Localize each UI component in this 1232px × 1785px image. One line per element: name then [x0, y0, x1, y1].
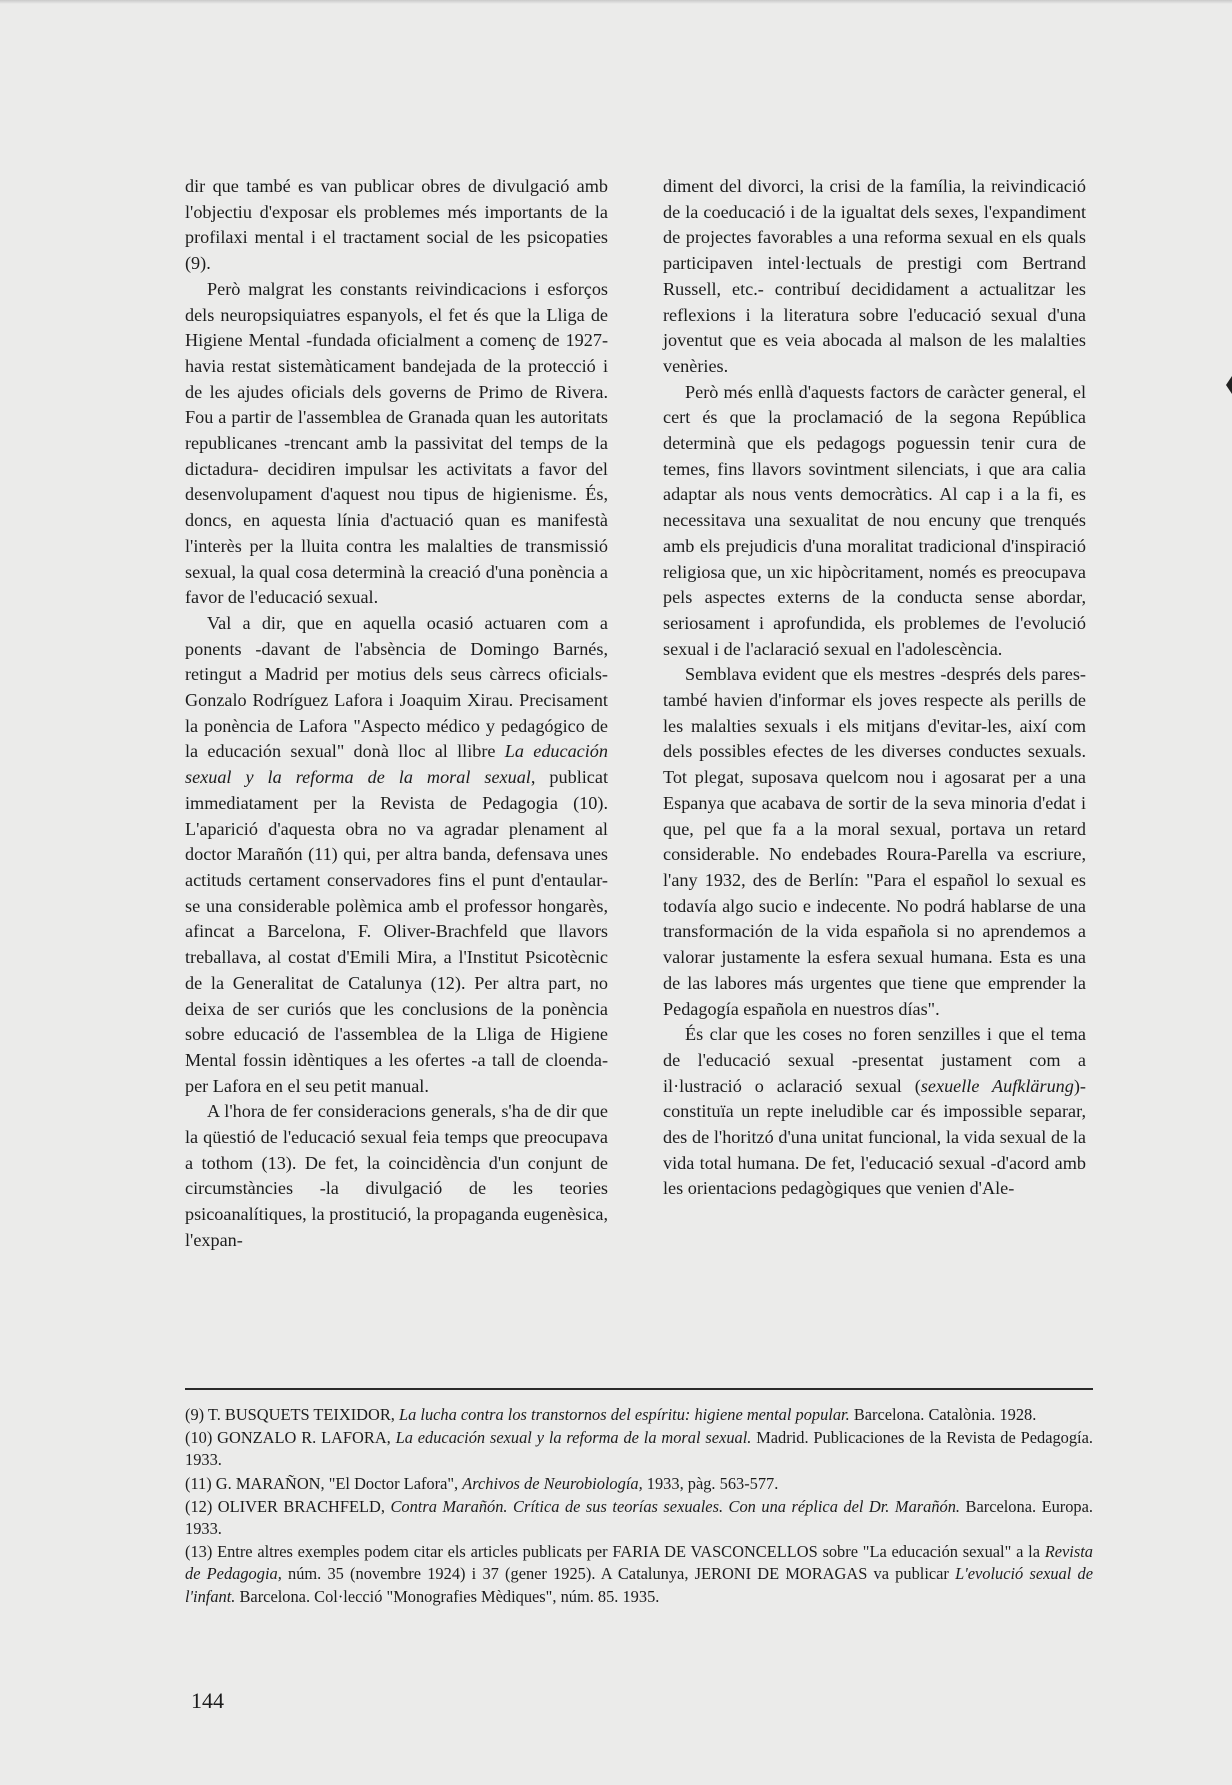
footnote-divider [185, 1388, 1093, 1390]
right-paragraph-1: diment del divorci, la crisi de la família, la reivindicació de la coeducació i de la igualtat dels sexes, l'expandiment de projectes favorables a una reforma sexual en els quals participaven intel·lectuals de prestigi com Bertrand Russell, etc.- contribuí decididament a actualitzar les reflexions i la literatura sobre l'educació sexual d'una joventut que es veia abocada al malson de les malalties venèries. [663, 176, 1086, 376]
footnote-11-author: (11) G. MARAÑON, "El Doctor Lafora", [185, 1473, 463, 1493]
footnote-13 [185, 1541, 1093, 1608]
left-column [185, 174, 608, 1254]
footnote-10-publisher: Madrid. Publicaciones de la Revista de Pedagogía. 1933. [185, 1428, 1093, 1470]
footnote-12 [185, 1496, 1093, 1540]
footnote-9-author: (9) T. BUSQUETS TEIXIDOR, [185, 1405, 399, 1424]
left-paragraph-3-text-a: Val a dir, que en aquella ocasió actuaren com a ponents -davant de l'absència de Domingo Barnés, retingut a Madrid per motius dels seus càrrecs oficials- Gonzalo Rodríguez Lafora i Joaquim Xirau. Precisament la ponència de Lafora "Aspecto médico y pedagógico de la educación sexual" donà lloc al llibre [185, 612, 608, 762]
left-paragraph-3 [185, 611, 608, 1099]
footnote-11-pages: 1933, pàg. 563-577. [642, 1473, 779, 1493]
footnote-10-author: (10) GONZALO R. LAFORA, [185, 1428, 396, 1448]
footnote-9 [185, 1404, 1093, 1426]
left-paragraph-3-text-b: , publicat immediatament per la Revista de Pedagogia (10). L'aparició d'aquesta obra no va agradar plenament al doctor Marañón (11) qui, per altra banda, defensava unes actituds certament conservadores fins el punt d'entaular-se una considerable polèmica amb el professor hongarès, afincat a Barcelona, F. Oliver-Brachfeld que llavors treballava, al costat d'Emili Mira, a l'Institut Psicotècnic de la Generalitat de Catalunya (12). Per altra part, no deixa de ser curiós que les conclusions de la ponència sobre educació de l'assemblea de la Lliga de Higiene Mental fossin idèntiques a les ofertes -a tall de cloenda- per Lafora en el seu petit manual. [185, 767, 608, 1096]
right-paragraph-2: Però més enllà d'aquests factors de caràcter general, el cert és que la proclamació de la segona República determinà que els pedagogs poguessin tenir cura de temes, fins llavors sovintment silenciats, i que ara calia adaptar als nous vents democràtics. Al cap i a la fi, es necessitava una sexualitat de nou encuny que trenqués amb els prejudicis d'una moralitat tradicional d'inspiració religiosa que, un xic hipòcritament, només es preocupava pels aspectes externs de la conducta sense abordar, seriosament i aprofundida, els problemes de l'evolució sexual i de l'aclaració sexual en l'adolescència. [663, 381, 1086, 659]
footnote-11-journal: Archivos de Neurobiología, [462, 1473, 643, 1493]
footnote-12-title: Contra Marañón. Crítica de sus teorías sexuales. Con una réplica del Dr. Marañón. [390, 1496, 961, 1516]
footnote-13-text-a: (13) Entre altres exemples podem citar els articles publicats per FARIA DE VASCONCELLOS sobre "La educación sexual" a la [185, 1542, 1045, 1562]
right-paragraph-4 [663, 1022, 1086, 1202]
right-paragraph-4-text-a: És clar que les coses no foren senzilles i que el tema de l'educació sexual -presentat justament com a il·lustració o aclaració sexual ( [663, 1024, 1086, 1096]
page-number: 144 [191, 1688, 224, 1713]
footnote-11 [185, 1473, 1093, 1495]
right-column [663, 174, 1086, 1202]
footnote-10 [185, 1427, 1093, 1471]
footnote-9-publisher: Barcelona. Catalònia. 1928. [849, 1405, 1037, 1424]
footnote-13-text-b: núm. 35 (novembre 1924) i 37 (gener 1925). A Catalunya, JERONI DE MORAGAS va publicar [281, 1564, 956, 1584]
footnote-13-book-title: L'evolució sexual de l'infant. [185, 1564, 1093, 1606]
left-paragraph-4: A l'hora de fer consideracions generals, s'ha de dir que la qüestió de l'educació sexual feia temps que preocupava a tothom (13). De fet, la coincidència d'un conjunt de circumstàncies -la divulgació de les teories psicoanalítiques, la prostitució, la propaganda eugenèsica, l'expan- [185, 1101, 608, 1250]
book-title-la-educacion-sexual: La educación sexual y la reforma de la moral sexual [185, 741, 608, 788]
right-paragraph-3: Semblava evident que els mestres -després dels pares- també havien d'informar els joves respecte als perills de les malalties sexuals i els mitjans d'evitar-les, així com dels possibles efectes de les diverses conductes sexuals. Tot plegat, suposava quelcom nou i agosarat per a una Espanya que acabava de sortir de la seva minoria d'edat i que, pel que fa a la moral sexual, portava un retard considerable. No endebades Roura-Parella va escriure, l'any 1932, des de Berlín: "Para el español lo sexual es todavía algo sucio e indecente. No podrá hablarse de una transformación de la vida española si no aprendemos a valorar justamente la esfera sexual humana. Esta es una de las labores más urgentes que tiene que emprender la Pedagogía española en nuestros días". [663, 664, 1086, 1019]
footnote-12-author: (12) OLIVER BRACHFELD, [185, 1496, 391, 1516]
margin-mark [1226, 376, 1232, 394]
footnote-10-title: La educación sexual y la reforma de la moral sexual. [395, 1428, 752, 1448]
footnote-13-text-c: Barcelona. Col·lecció "Monografies Mèdiques", núm. 85. 1935. [235, 1586, 660, 1606]
footnote-9-title: La lucha contra los transtornos del espíritu: higiene mental popular. [398, 1405, 850, 1424]
page-edge [0, 0, 1232, 4]
footnotes [185, 1404, 1093, 1609]
left-paragraph-1: dir que també es van publicar obres de divulgació amb l'objectiu d'exposar els problemes més importants de la profilaxi mental i el tractament social de les psicopaties (9). [185, 176, 608, 274]
footnote-13-journal: Revista de Pedagogia, [185, 1542, 1093, 1584]
footnote-12-publisher: Barcelona. Europa. 1933. [185, 1496, 1093, 1539]
german-term: sexuelle Aufklärung [920, 1075, 1074, 1096]
right-paragraph-4-text-b: )- constituïa un repte ineludible car és impossible separar, des de l'horitzó d'una unitat funcional, la vida sexual de la vida total humana. De fet, l'educació sexual -d'acord amb les orientacions pedagògiques que venien d'Ale- [663, 1075, 1086, 1199]
left-paragraph-2: Però malgrat les constants reivindicacions i esforços dels neuropsiquiatres espanyols, el fet és que la Lliga de Higiene Mental -fundada oficialment a començ de 1927- havia restat sistemàticament bandejada de la protecció i de les ajudes oficials dels governs de Primo de Rivera. Fou a partir de l'assemblea de Granada quan les autoritats republicanes -trencant amb la passivitat del temps de la dictadura- decidiren impulsar les activitats a favor del desenvolupament d'aquest nou tipus de higienisme. És, doncs, en aquesta línia d'actuació quan es manifestà l'interès per la lluita contra les malalties de transmissió sexual, la qual cosa determinà la creació d'una ponència a favor de l'educació sexual. [185, 278, 608, 608]
